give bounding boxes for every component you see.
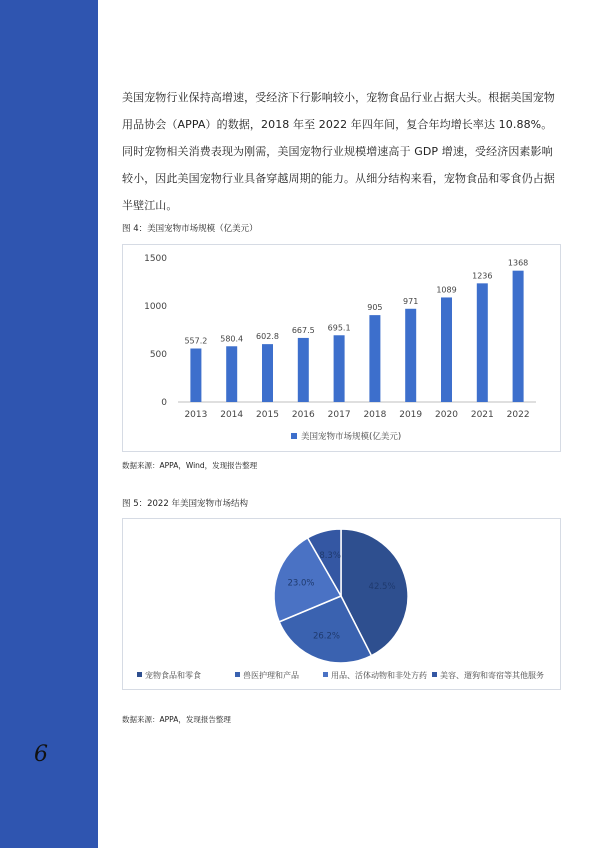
- legend-swatch: [432, 672, 437, 677]
- x-tick-label: 2013: [184, 410, 208, 420]
- y-tick-label: 1500: [144, 254, 167, 264]
- x-tick-label: 2018: [363, 410, 387, 420]
- figure4-source: 数据来源：APPA，Wind，发现报告整理: [122, 461, 258, 470]
- pie-value-label: 23.0%: [287, 578, 315, 589]
- pie-chart: [123, 519, 560, 689]
- y-tick-label: 0: [161, 398, 167, 408]
- y-tick-label: 500: [149, 350, 167, 360]
- bar-value-label: 602.8: [256, 332, 279, 342]
- bar-value-label: 557.2: [184, 336, 208, 346]
- bar-2018: [369, 315, 380, 402]
- x-tick-label: 2014: [220, 410, 244, 420]
- bar-value-label: 1089: [436, 285, 457, 295]
- bar-value-label: 1236: [472, 271, 493, 281]
- legend-swatch: [323, 672, 328, 677]
- bar-chart-frame: [122, 244, 561, 452]
- body-paragraph: 美国宠物行业保持高增速，受经济下行影响较小，宠物食品行业占据大头。根据美国宠物用品协会（APPA）的数据，2018 年至 2022 年四年间，复合年均增长率达 10.88%。同时宠物相关消费表现为刚需，美国宠物行业规模增速高于 GDP 增速，受经济因素影响较小，因此美国宠物行业具备穿越周期的能力。从细分结构来看，宠物食品和零食仍占据半壁江山。: [122, 91, 555, 212]
- pie-value-label: 26.2%: [312, 631, 340, 642]
- pie-value-label: 8.3%: [319, 551, 341, 562]
- bar-chart: [123, 245, 560, 451]
- y-tick-label: 1000: [144, 302, 167, 312]
- bar-value-label: 971: [403, 296, 419, 306]
- legend-swatch: [137, 672, 142, 677]
- legend-label: 美国宠物市场规模(亿美元): [301, 432, 402, 442]
- bar-value-label: 580.4: [220, 334, 244, 344]
- x-tick-label: 2016: [291, 410, 315, 420]
- legend-label: 美容、遛狗和寄宿等其他服务: [440, 671, 544, 680]
- figure5-source: 数据来源：APPA，发现报告整理: [122, 715, 231, 724]
- page-number: 6: [34, 742, 48, 767]
- pie-chart-frame: [122, 518, 561, 690]
- bar-value-label: 695.1: [327, 323, 351, 333]
- x-tick-label: 2015: [256, 410, 279, 420]
- bar-2020: [441, 297, 452, 402]
- bar-2014: [226, 346, 237, 402]
- bar-2016: [298, 338, 309, 402]
- pie-value-label: 42.5%: [368, 582, 396, 593]
- bar-2021: [477, 283, 488, 402]
- bar-2022: [513, 271, 524, 402]
- x-tick-label: 2017: [327, 410, 351, 420]
- figure4-title: 图 4：美国宠物市场规模（亿美元）: [122, 224, 258, 234]
- bar-value-label: 905: [367, 303, 383, 313]
- side-band: [0, 0, 98, 848]
- legend-label: 宠物食品和零食: [145, 671, 201, 680]
- bar-2017: [334, 335, 345, 402]
- x-tick-label: 2022: [506, 410, 530, 420]
- bar-2015: [262, 344, 273, 402]
- figure5-title: 图 5：2022 年美国宠物市场结构: [122, 499, 248, 509]
- legend-label: 用品、活体动物和非处方药: [331, 671, 427, 680]
- bar-value-label: 667.5: [291, 325, 315, 335]
- bar-2019: [405, 309, 416, 402]
- bar-2013: [190, 349, 201, 402]
- legend-swatch: [291, 433, 297, 439]
- bar-value-label: 1368: [507, 258, 529, 268]
- x-tick-label: 2019: [399, 410, 423, 420]
- legend-label: 兽医护理和产品: [243, 671, 299, 680]
- legend-swatch: [235, 672, 240, 677]
- x-tick-label: 2020: [435, 410, 458, 420]
- x-tick-label: 2021: [470, 410, 494, 420]
